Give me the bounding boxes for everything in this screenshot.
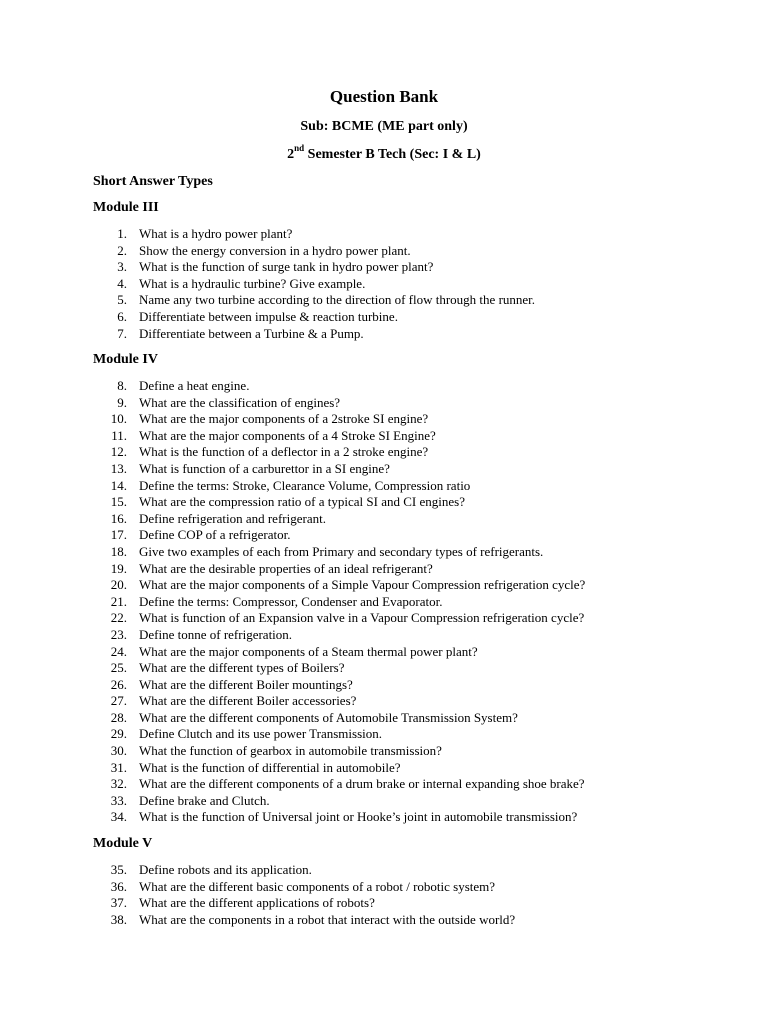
question-text: Differentiate between a Turbine & a Pump. xyxy=(139,325,364,341)
question-number: 25. xyxy=(110,660,127,676)
section-heading: Short Answer Types xyxy=(93,174,213,189)
subject-line: Sub: BCME (ME part only) xyxy=(300,119,468,134)
question-text: What are the different components of a drum brake or internal expanding shoe brake? xyxy=(139,776,585,792)
question-number: 18. xyxy=(110,543,127,559)
semester-ordinal-suffix: nd xyxy=(294,143,305,154)
question-number: 23. xyxy=(110,626,127,642)
question-text: What is the function of a deflector in a 2 stroke engine? xyxy=(139,444,429,460)
question-text: What are the different Boiler mountings? xyxy=(139,676,353,692)
question-number: 15. xyxy=(110,494,127,510)
question-number: 24. xyxy=(110,643,127,659)
question-number: 5. xyxy=(117,292,127,308)
question-text: What the function of gearbox in automobile transmission? xyxy=(139,743,442,759)
question-number: 8. xyxy=(117,378,127,393)
semester-text: Semester B Tech (Sec: I & L) xyxy=(304,147,481,162)
question-text: Define robots and its application. xyxy=(139,862,312,877)
question-number: 9. xyxy=(117,394,127,410)
question-text: What are the different applications of robots? xyxy=(139,895,375,911)
question-number: 33. xyxy=(110,792,127,808)
question-text: What are the major components of a 2stroke SI engine? xyxy=(139,411,429,427)
question-text: What are the classification of engines? xyxy=(139,394,341,410)
question-text: What are the different components of Automobile Transmission System? xyxy=(139,709,518,725)
semester-line xyxy=(0,143,768,164)
question-number: 27. xyxy=(110,693,127,709)
question-number: 17. xyxy=(110,527,127,543)
question-text: What is a hydro power plant? xyxy=(139,226,293,241)
question-number: 26. xyxy=(110,676,127,692)
question-number: 13. xyxy=(110,460,127,476)
question-number: 22. xyxy=(110,610,127,626)
question-text: Define the terms: Compressor, Condenser and Evaporator. xyxy=(139,593,443,609)
question-text: Define tonne of refrigeration. xyxy=(139,626,293,642)
question-number: 31. xyxy=(110,759,127,775)
question-text: Define a heat engine. xyxy=(139,378,250,393)
question-text: Name any two turbine according to the direction of flow through the runner. xyxy=(139,292,536,308)
module-heading-v: Module V xyxy=(93,836,153,851)
question-text: Define refrigeration and refrigerant. xyxy=(139,510,326,526)
question-text: What are the components in a robot that interact with the outside world? xyxy=(139,911,516,927)
module-heading-iv: Module IV xyxy=(93,352,158,367)
question-number: 34. xyxy=(110,809,127,825)
question-number: 12. xyxy=(110,444,127,460)
question-number: 11. xyxy=(111,427,127,443)
question-number: 37. xyxy=(110,895,127,911)
question-text: What are the compression ratio of a typical SI and CI engines? xyxy=(139,494,465,510)
question-number: 1. xyxy=(117,226,127,241)
question-text: What is the function of Universal joint or Hooke’s joint in automobile transmission? xyxy=(139,809,578,825)
question-text: What are the different basic components of a robot / robotic system? xyxy=(139,878,496,894)
question-number: 38. xyxy=(110,911,127,927)
question-text: What is the function of differential in automobile? xyxy=(139,759,401,775)
question-text: What are the different types of Boilers? xyxy=(139,660,345,676)
question-text: Show the energy conversion in a hydro power plant. xyxy=(139,242,411,258)
question-text: Define the terms: Stroke, Clearance Volume, Compression ratio xyxy=(139,477,471,493)
page-title: Question Bank xyxy=(329,87,439,106)
question-number: 19. xyxy=(110,560,127,576)
question-number: 6. xyxy=(117,308,127,324)
question-number: 36. xyxy=(110,878,127,894)
question-text: What are the major components of a Simple Vapour Compression refrigeration cycle? xyxy=(139,577,586,593)
question-number: 4. xyxy=(117,275,127,291)
semester-number: 2 xyxy=(287,147,295,162)
question-number: 7. xyxy=(117,325,127,341)
question-number: 2. xyxy=(117,242,127,258)
question-text: What is function of a carburettor in a SI engine? xyxy=(139,460,390,476)
question-text: What are the major components of a Steam thermal power plant? xyxy=(139,643,478,659)
question-text: Give two examples of each from Primary and secondary types of refrigerants. xyxy=(139,543,544,559)
question-text: What are the major components of a 4 Stroke SI Engine? xyxy=(139,427,436,443)
question-text: Differentiate between impulse & reaction turbine. xyxy=(139,308,398,324)
question-number: 35. xyxy=(110,862,127,877)
question-number: 28. xyxy=(110,709,127,725)
question-number: 21. xyxy=(110,593,127,609)
question-text: What are the different Boiler accessories? xyxy=(139,693,357,709)
question-number: 30. xyxy=(110,743,127,759)
question-text: What is the function of surge tank in hydro power plant? xyxy=(139,259,434,275)
question-number: 16. xyxy=(110,510,127,526)
question-text: What are the desirable properties of an ideal refrigerant? xyxy=(139,560,433,576)
question-text: Define COP of a refrigerator. xyxy=(139,527,291,543)
question-text: What is function of an Expansion valve in a Vapour Compression refrigeration cycle? xyxy=(139,610,585,626)
question-number: 29. xyxy=(110,726,127,742)
question-number: 10. xyxy=(110,411,127,427)
question-number: 20. xyxy=(110,577,127,593)
question-text: Define Clutch and its use power Transmission. xyxy=(139,726,383,742)
question-text: What is a hydraulic turbine? Give example. xyxy=(139,275,366,291)
question-text: Define brake and Clutch. xyxy=(139,792,270,808)
question-number: 32. xyxy=(110,776,127,792)
module-heading-iii: Module III xyxy=(93,200,159,215)
question-number: 14. xyxy=(110,477,127,493)
question-number: 3. xyxy=(117,259,127,275)
